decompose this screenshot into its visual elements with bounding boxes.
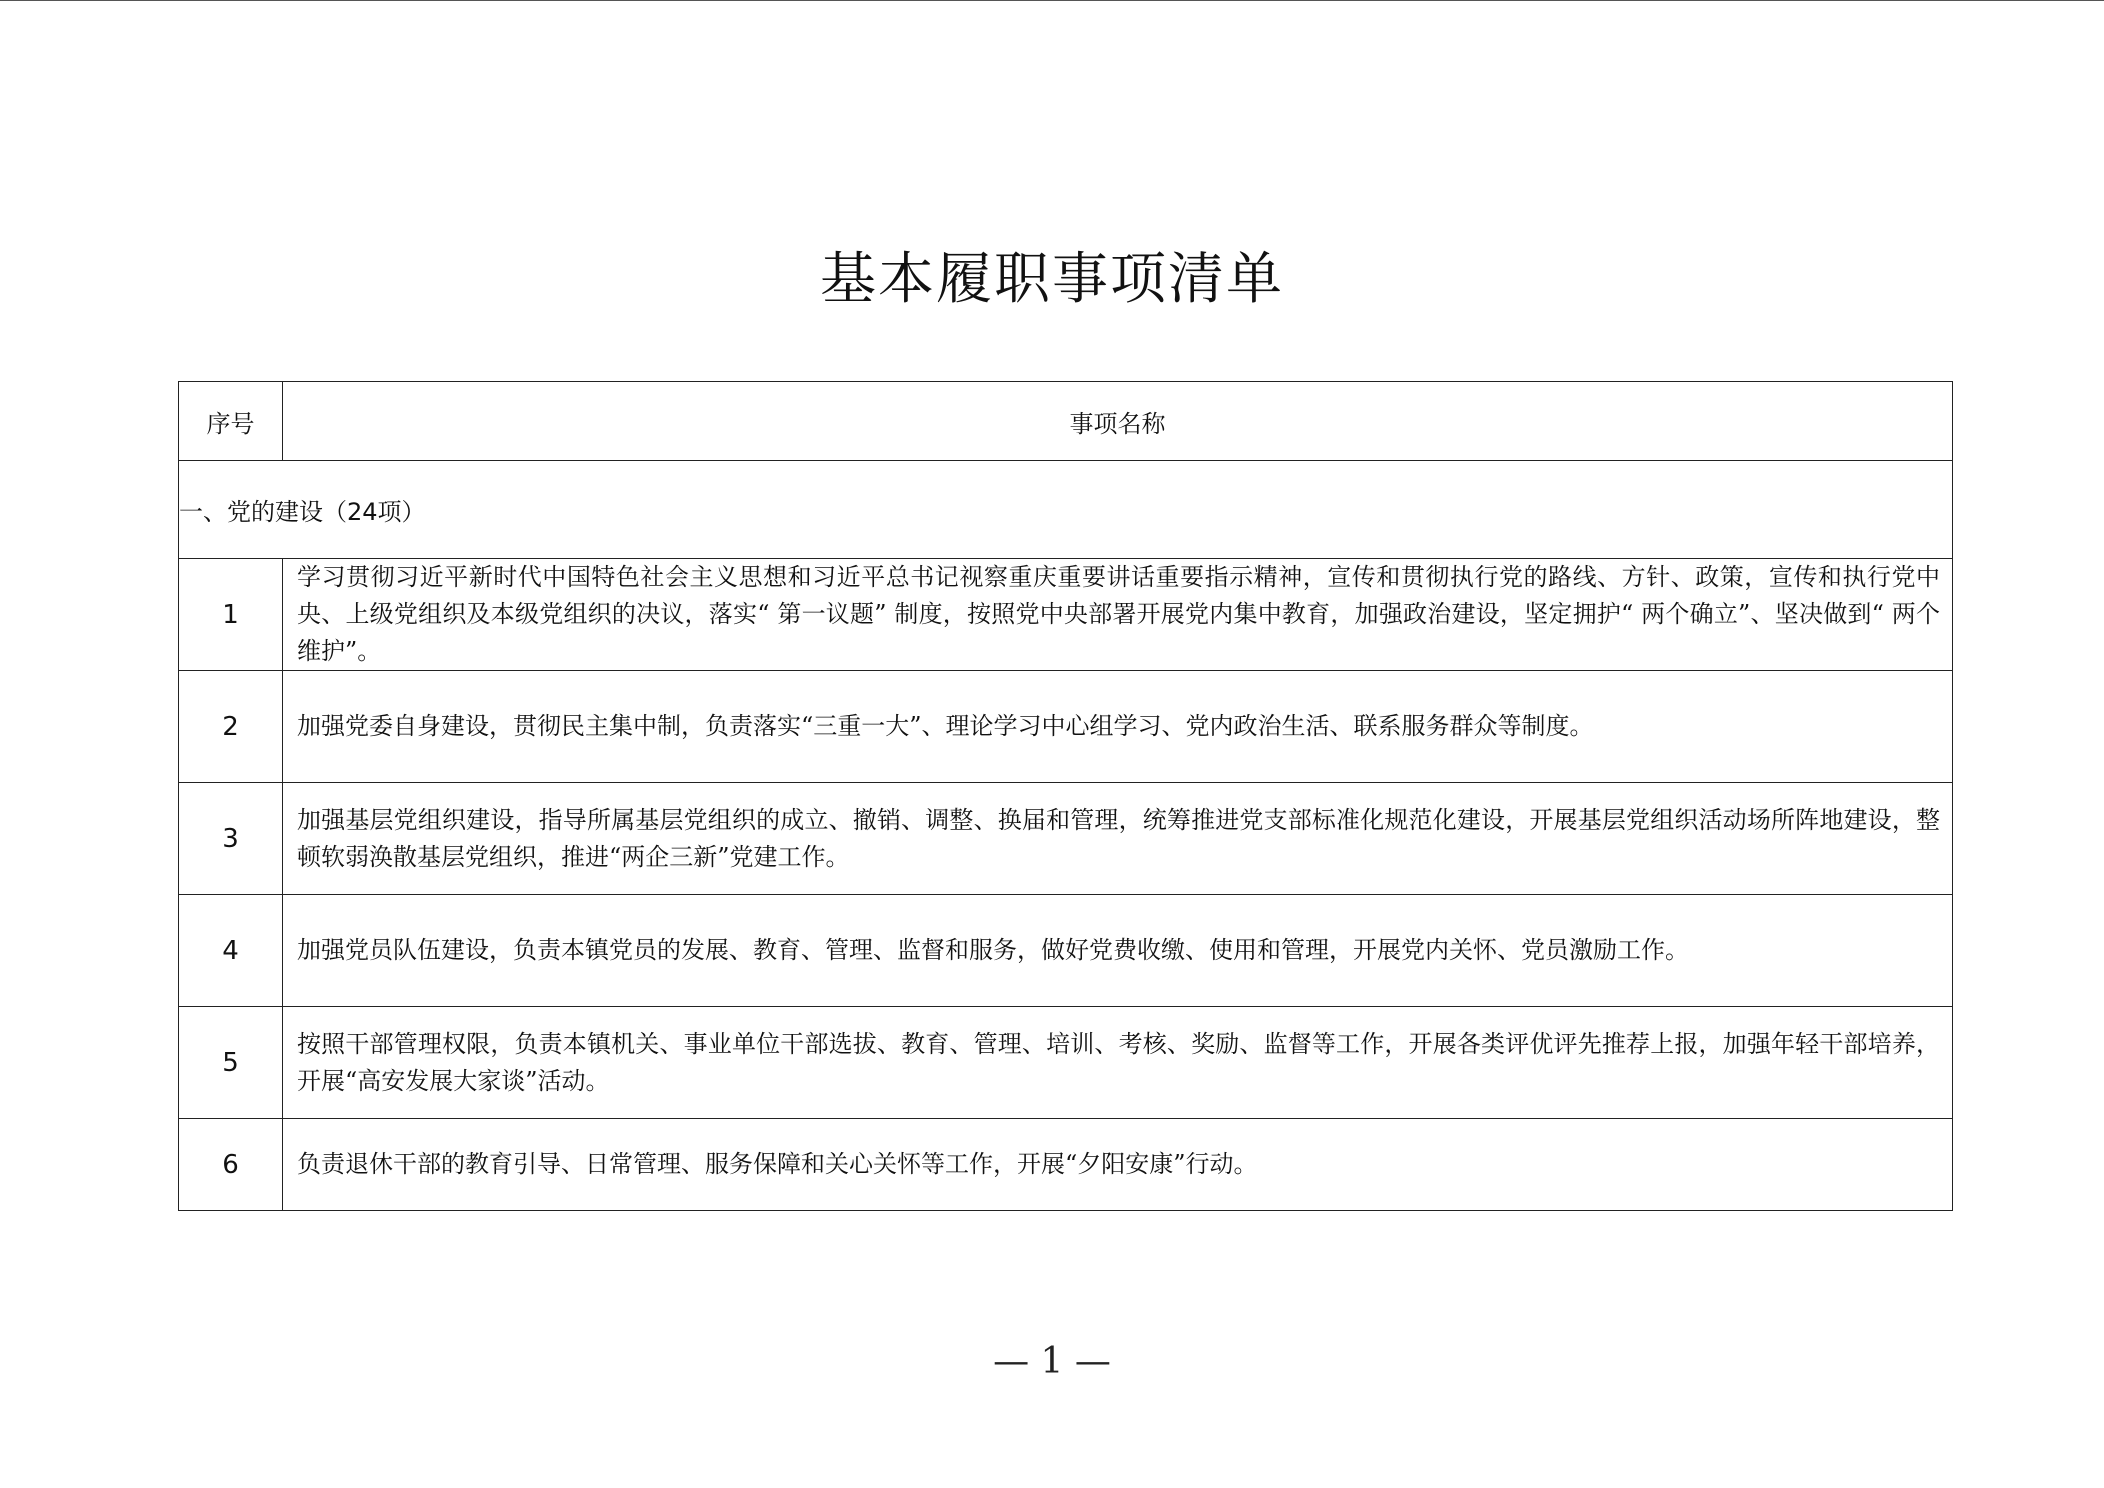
table-row [179, 559, 1953, 671]
table-row [179, 1007, 1953, 1119]
category-prefix: 一、党的建设（ [179, 498, 347, 526]
row-description: 加强基层党组织建设，指导所属基层党组织的成立、撤销、调整、换届和管理，统筹推进党支部标准化规范化建设，开展基层党组织活动场所阵地建设，整顿软弱涣散基层党组织，推进“两企三新”党建工作。 [283, 783, 1953, 895]
header-item-name: 事项名称 [283, 382, 1953, 461]
row-number: 6 [179, 1119, 283, 1211]
row-description: 加强党员队伍建设，负责本镇党员的发展、教育、管理、监督和服务，做好党费收缴、使用和管理，开展党内关怀、党员激励工作。 [283, 895, 1953, 1007]
category-row [179, 461, 1953, 559]
category-count: 24 [347, 498, 378, 526]
header-number: 序号 [179, 382, 283, 461]
document-title: 基本履职事项清单 [820, 247, 1284, 312]
category-suffix: 项） [377, 498, 426, 526]
row-description: 负责退休干部的教育引导、日常管理、服务保障和关心关怀等工作，开展“夕阳安康”行动。 [283, 1119, 1953, 1211]
table-row [179, 895, 1953, 1007]
row-description: 按照干部管理权限，负责本镇机关、事业单位干部选拔、教育、管理、培训、考核、奖励、监督等工作，开展各类评优评先推荐上报，加强年轻干部培养，开展“高安发展大家谈”活动。 [283, 1007, 1953, 1119]
top-border-line [0, 0, 2104, 1]
row-number: 1 [179, 559, 283, 671]
page-number: — 1 — [993, 1341, 1111, 1382]
row-description: 加强党委自身建设，贯彻民主集中制，负责落实“三重一大”、理论学习中心组学习、党内政治生活、联系服务群众等制度。 [283, 671, 1953, 783]
table-row [179, 1119, 1953, 1211]
row-number: 2 [179, 671, 283, 783]
category-label [179, 461, 1953, 559]
row-number: 3 [179, 783, 283, 895]
row-number: 5 [179, 1007, 283, 1119]
row-description: 学习贯彻习近平新时代中国特色社会主义思想和习近平总书记视察重庆重要讲话重要指示精神，宣传和贯彻执行党的路线、方针、政策，宣传和执行党中央、上级党组织及本级党组织的决议，落实“ 第一议题” 制度，按照党中央部署开展党内集中教育，加强政治建设，坚定拥护“ 两个确立”、坚决做到“ 两个维护”。 [283, 559, 1953, 671]
duty-items-table [178, 381, 1953, 1211]
table-row [179, 783, 1953, 895]
row-number: 4 [179, 895, 283, 1007]
table-header-row [179, 382, 1953, 461]
table-row [179, 671, 1953, 783]
